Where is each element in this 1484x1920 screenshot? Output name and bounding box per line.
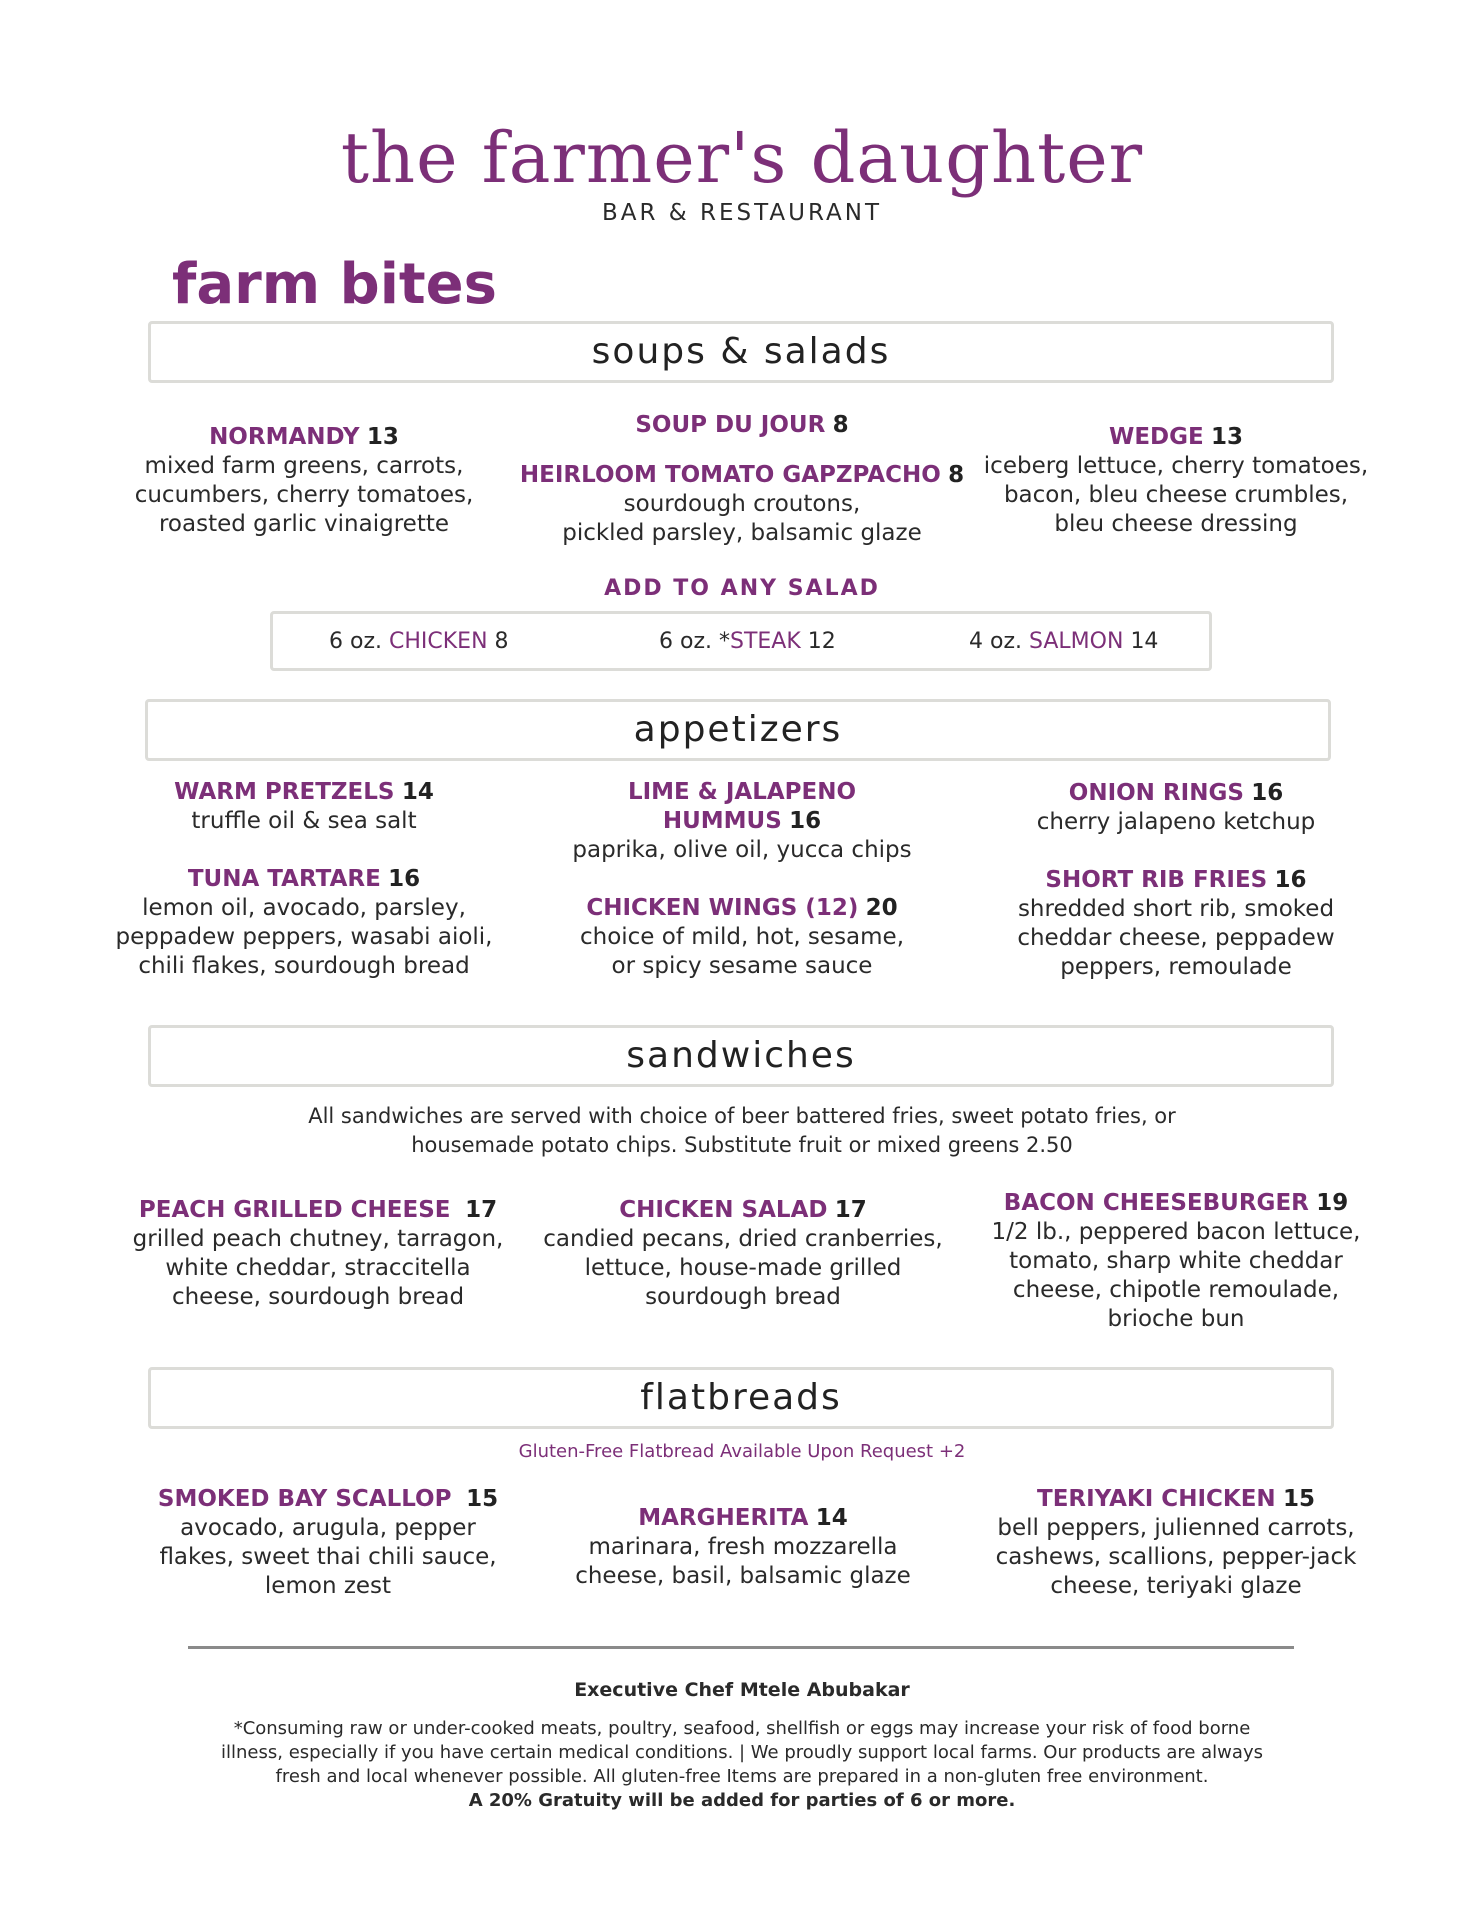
item-name: TERIYAKI CHICKEN bbox=[1037, 1486, 1276, 1512]
item-name: TUNA TARTARE bbox=[187, 866, 381, 892]
item-price: 16 bbox=[1274, 867, 1307, 893]
menu-item-smoked-bay-scallop bbox=[128, 1485, 528, 1601]
item-desc: avocado, arugula, pepper bbox=[180, 1515, 476, 1541]
item-desc: candied pecans, dried cranberries, bbox=[543, 1226, 943, 1252]
item-desc: lemon zest bbox=[264, 1573, 392, 1599]
section-header-soups-salads: soups & salads bbox=[148, 321, 1334, 383]
item-desc: cheese, sourdough bread bbox=[171, 1284, 465, 1310]
addon-size: 6 oz. bbox=[329, 629, 382, 654]
item-desc: cucumbers, cherry tomatoes, bbox=[134, 482, 474, 508]
item-desc: or spicy sesame sauce bbox=[611, 953, 873, 979]
menu-item-tuna-tartare bbox=[96, 865, 512, 981]
item-desc: peppers, remoulade bbox=[1060, 954, 1292, 980]
item-price: 16 bbox=[789, 808, 822, 834]
item-name: PEACH GRILLED CHEESE bbox=[138, 1197, 451, 1223]
item-desc: roasted garlic vinaigrette bbox=[158, 511, 449, 537]
item-desc: cherry jalapeno ketchup bbox=[1036, 809, 1316, 835]
restaurant-name: the farmer's daughter bbox=[340, 117, 1144, 199]
salad-addons-box bbox=[270, 611, 1212, 671]
addon-steak bbox=[659, 629, 836, 654]
disclaimer-line: illness, especially if you have certain medical conditions. | We proudly support local farms. Our products are always bbox=[221, 1742, 1263, 1763]
item-name: ONION RINGS bbox=[1068, 780, 1244, 806]
note-line: All sandwiches are served with choice of beer battered fries, sweet potato fries, or bbox=[308, 1104, 1176, 1128]
item-desc: sourdough bread bbox=[645, 1284, 841, 1310]
item-desc: white cheddar, straccitella bbox=[165, 1255, 471, 1281]
menu-item-onion-rings bbox=[976, 779, 1376, 837]
item-desc: tomato, sharp white cheddar bbox=[1009, 1248, 1343, 1274]
item-desc: peppadew peppers, wasabi aioli, bbox=[115, 924, 493, 950]
disclaimer bbox=[0, 1717, 1484, 1813]
disclaimer-line: fresh and local whenever possible. All gluten-free Items are prepared in a non-gluten free environment. bbox=[275, 1766, 1209, 1787]
menu-item-warm-pretzels bbox=[112, 778, 496, 836]
addon-chicken bbox=[329, 629, 509, 654]
item-price: 16 bbox=[1251, 780, 1284, 806]
item-name: WEDGE bbox=[1108, 424, 1204, 450]
addon-meat: STEAK bbox=[729, 629, 801, 654]
item-name: SMOKED BAY SCALLOP bbox=[157, 1486, 452, 1512]
item-name: HEIRLOOM TOMATO GAPZPACHO bbox=[519, 462, 941, 488]
menu-item-teriyaki-chicken bbox=[976, 1485, 1376, 1601]
item-desc: sourdough croutons, bbox=[623, 491, 861, 517]
item-price: 8 bbox=[948, 462, 965, 488]
item-desc: iceberg lettuce, cherry tomatoes, bbox=[983, 453, 1369, 479]
addon-meat: SALMON bbox=[1029, 629, 1124, 654]
item-desc: pickled parsley, balsamic glaze bbox=[562, 520, 922, 546]
item-desc: shredded short rib, smoked bbox=[1017, 896, 1335, 922]
menu-item-margherita bbox=[543, 1504, 943, 1591]
item-name: SHORT RIB FRIES bbox=[1045, 867, 1268, 893]
disclaimer-line: *Consuming raw or under-cooked meats, poultry, seafood, shellfish or eggs may increase your risk of food borne bbox=[233, 1718, 1251, 1739]
addon-price: 12 bbox=[807, 629, 836, 654]
menu-item-short-rib-fries bbox=[976, 866, 1376, 982]
addon-size: 6 oz. * bbox=[659, 629, 730, 654]
item-desc: brioche bun bbox=[1107, 1306, 1245, 1332]
addon-size: 4 oz. bbox=[969, 629, 1022, 654]
item-name: CHICKEN SALAD bbox=[619, 1197, 828, 1223]
item-desc: cashews, scallions, pepper-jack bbox=[995, 1544, 1357, 1570]
item-price: 16 bbox=[388, 866, 421, 892]
item-desc: choice of mild, hot, sesame, bbox=[579, 924, 905, 950]
item-desc: truffle oil & sea salt bbox=[191, 808, 417, 834]
item-desc: bleu cheese dressing bbox=[1054, 511, 1298, 537]
sandwiches-note bbox=[0, 1102, 1484, 1160]
section-header-appetizers: appetizers bbox=[145, 699, 1331, 761]
menu-item-chicken-salad bbox=[528, 1196, 958, 1312]
executive-chef: Executive Chef Mtele Abubakar bbox=[574, 1679, 910, 1701]
item-name: NORMANDY bbox=[209, 424, 360, 450]
item-desc: bell peppers, julienned carrots, bbox=[997, 1515, 1355, 1541]
menu-item-hummus bbox=[520, 778, 964, 865]
item-desc: chili flakes, sourdough bread bbox=[138, 953, 470, 979]
addon-salmon bbox=[969, 629, 1158, 654]
item-desc: grilled peach chutney, tarragon, bbox=[132, 1226, 504, 1252]
item-name: BACON CHEESEBURGER bbox=[1003, 1190, 1309, 1216]
item-name-line2: HUMMUS bbox=[662, 808, 782, 834]
item-desc: lettuce, house-made grilled bbox=[584, 1255, 902, 1281]
menu-item-soup-du-jour bbox=[500, 411, 984, 440]
add-to-salad-title: ADD TO ANY SALAD bbox=[604, 576, 880, 601]
item-desc: cheese, teriyaki glaze bbox=[1050, 1573, 1302, 1599]
item-price: 15 bbox=[1282, 1486, 1315, 1512]
item-name: LIME & JALAPENO bbox=[627, 779, 857, 805]
gratuity-notice: A 20% Gratuity will be added for parties of 6 or more. bbox=[468, 1790, 1016, 1811]
item-desc: cheese, chipotle remoulade, bbox=[1012, 1277, 1340, 1303]
menu-item-chicken-wings bbox=[520, 894, 964, 981]
item-price: 17 bbox=[465, 1197, 498, 1223]
item-desc: flakes, sweet thai chili sauce, bbox=[159, 1544, 497, 1570]
item-desc: bacon, bleu cheese crumbles, bbox=[1003, 482, 1349, 508]
item-price: 17 bbox=[834, 1197, 867, 1223]
note-line: housemade potato chips. Substitute fruit or mixed greens 2.50 bbox=[411, 1133, 1073, 1157]
item-price: 20 bbox=[865, 895, 898, 921]
menu-item-normandy bbox=[112, 423, 496, 539]
item-name: MARGHERITA bbox=[638, 1505, 809, 1531]
item-name: WARM PRETZELS bbox=[174, 779, 395, 805]
item-price: 14 bbox=[401, 779, 434, 805]
item-price: 13 bbox=[1211, 424, 1244, 450]
item-name: SOUP DU JOUR bbox=[635, 412, 826, 438]
item-price: 13 bbox=[366, 424, 399, 450]
footer-divider bbox=[188, 1646, 1294, 1649]
item-price: 19 bbox=[1316, 1190, 1349, 1216]
item-desc: mixed farm greens, carrots, bbox=[144, 453, 464, 479]
section-header-sandwiches: sandwiches bbox=[148, 1025, 1334, 1087]
menu-title: farm bites bbox=[172, 252, 497, 317]
item-desc: paprika, olive oil, yucca chips bbox=[572, 837, 912, 863]
item-desc: marinara, fresh mozzarella bbox=[588, 1534, 898, 1560]
addon-meat: CHICKEN bbox=[389, 629, 488, 654]
item-desc: cheddar cheese, peppadew bbox=[1017, 925, 1335, 951]
item-name: CHICKEN WINGS (12) bbox=[586, 895, 859, 921]
item-price: 14 bbox=[815, 1505, 848, 1531]
item-price: 8 bbox=[832, 412, 849, 438]
item-desc: lemon oil, avocado, parsley, bbox=[142, 895, 466, 921]
item-desc: 1/2 lb., peppered bacon lettuce, bbox=[991, 1219, 1361, 1245]
menu-item-bacon-cheeseburger bbox=[976, 1189, 1376, 1334]
item-price: 15 bbox=[466, 1486, 499, 1512]
restaurant-subtitle: BAR & RESTAURANT bbox=[601, 200, 883, 226]
flatbread-gluten-free-note: Gluten-Free Flatbread Available Upon Request +2 bbox=[518, 1441, 966, 1462]
section-header-flatbreads: flatbreads bbox=[148, 1367, 1334, 1429]
menu-item-wedge bbox=[976, 423, 1376, 539]
addon-price: 8 bbox=[494, 629, 509, 654]
addon-price: 14 bbox=[1130, 629, 1159, 654]
menu-item-heirloom-gazpacho bbox=[500, 461, 984, 548]
menu-item-peach-grilled-cheese bbox=[118, 1196, 518, 1312]
item-desc: cheese, basil, balsamic glaze bbox=[575, 1563, 911, 1589]
